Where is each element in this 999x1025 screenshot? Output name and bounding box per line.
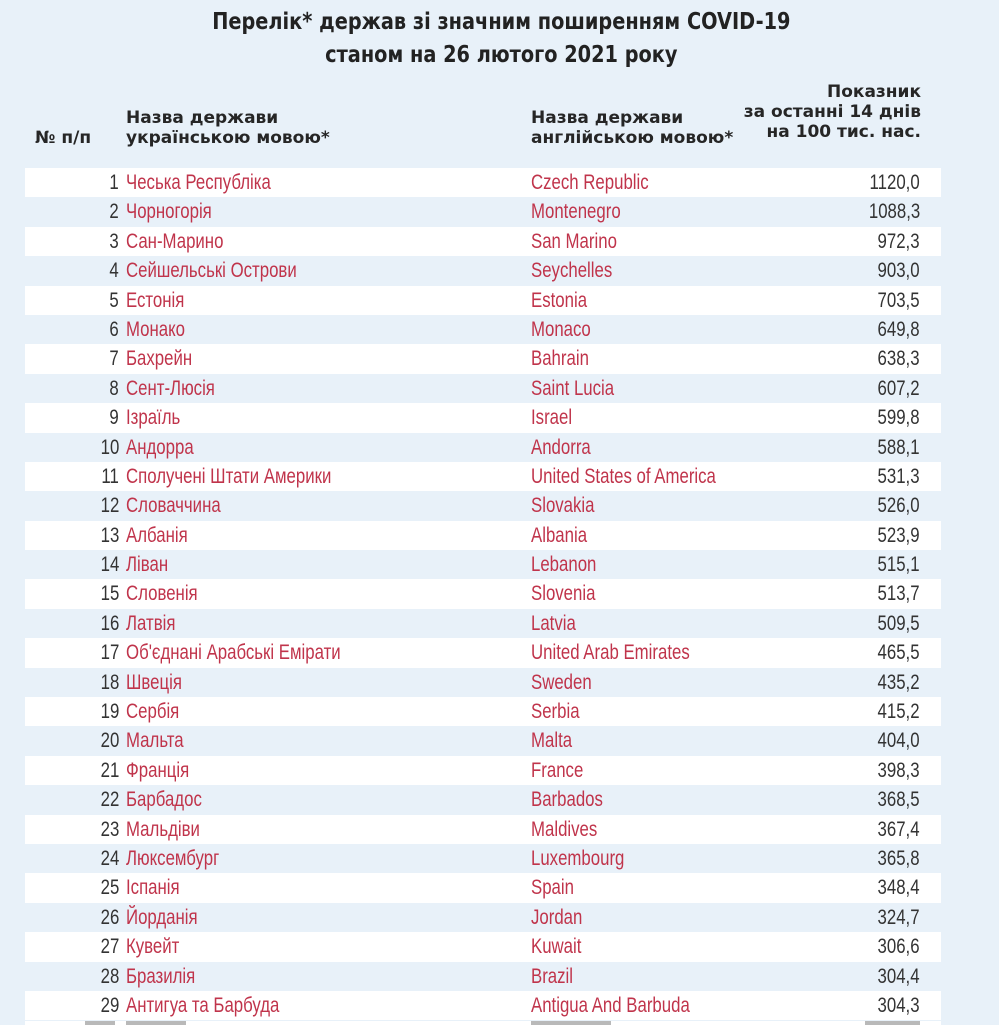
incidence-value: 435,2 <box>877 670 920 694</box>
country-name-ukrainian: Бахрейн <box>126 347 193 371</box>
table-row <box>25 462 941 491</box>
country-name-ukrainian: Бразилія <box>126 964 196 988</box>
title-line-2: станом на 26 лютого 2021 року <box>325 42 678 68</box>
table-row <box>25 286 941 315</box>
country-name-english: Saint Lucia <box>531 376 615 400</box>
country-name-english: Czech Republic <box>531 171 649 194</box>
row-number: 1 <box>109 171 119 194</box>
country-name-ukrainian: Чеська Республіка <box>126 171 271 194</box>
table-row <box>25 491 941 520</box>
table-row <box>25 256 941 285</box>
row-number: 23 <box>100 817 119 841</box>
country-name-ukrainian: Сейшельські Острови <box>126 259 297 283</box>
incidence-value: 304,4 <box>877 964 920 988</box>
header-english-name <box>531 108 733 148</box>
row-number: 20 <box>100 729 119 753</box>
table-row <box>25 815 941 844</box>
country-name-english: Barbados <box>531 788 603 812</box>
table-row <box>25 168 941 197</box>
country-name-ukrainian: Мальта <box>126 729 184 753</box>
next-row-cutoff <box>25 1021 941 1025</box>
country-name-ukrainian: Кувейт <box>126 935 180 959</box>
country-name-english: Monaco <box>531 317 591 341</box>
country-name-ukrainian: Об'єднані Арабські Емірати <box>126 641 341 665</box>
country-table <box>25 168 941 1020</box>
incidence-value: 348,4 <box>877 876 920 900</box>
country-name-ukrainian: Люксембург <box>126 846 220 870</box>
table-row <box>25 609 941 638</box>
country-name-ukrainian: Латвія <box>126 611 176 635</box>
table-row <box>25 521 941 550</box>
country-name-english: Luxembourg <box>531 846 625 870</box>
table-row <box>25 697 941 726</box>
country-name-ukrainian: Сан-Марино <box>126 229 224 253</box>
incidence-value: 465,5 <box>877 641 920 665</box>
row-number: 17 <box>100 641 119 665</box>
row-number: 15 <box>100 582 119 606</box>
cutoff-glyph <box>865 1021 920 1025</box>
row-number: 22 <box>100 788 119 812</box>
header-number: № п/п <box>35 128 92 148</box>
document-title <box>82 6 921 72</box>
incidence-value: 324,7 <box>877 905 920 929</box>
country-name-ukrainian: Швеція <box>126 670 182 694</box>
incidence-value: 526,0 <box>877 494 920 518</box>
cutoff-glyph <box>531 1021 611 1025</box>
row-number: 9 <box>109 406 119 430</box>
incidence-value: 415,2 <box>877 700 920 724</box>
country-name-english: Brazil <box>531 964 574 988</box>
table-row <box>25 197 941 226</box>
header-ukrainian-name <box>126 108 330 148</box>
incidence-value: 513,7 <box>877 582 920 606</box>
row-number: 28 <box>100 964 119 988</box>
country-name-english: Albania <box>531 523 588 547</box>
header-ukrainian-line-2: українською мовою* <box>126 128 330 148</box>
table-row <box>25 668 941 697</box>
country-name-english: Serbia <box>531 700 580 724</box>
table-row <box>25 962 941 991</box>
country-name-english: United States of America <box>531 464 716 488</box>
table-row <box>25 726 941 755</box>
country-name-ukrainian: Монако <box>126 317 186 341</box>
cutoff-glyph <box>126 1021 186 1025</box>
incidence-value: 972,3 <box>877 229 920 253</box>
country-name-english: San Marino <box>531 229 617 253</box>
row-number: 13 <box>100 523 119 547</box>
incidence-value: 367,4 <box>877 817 920 841</box>
row-number: 12 <box>100 494 119 518</box>
incidence-value: 365,8 <box>877 846 920 870</box>
country-name-english: Latvia <box>531 611 576 635</box>
country-name-english: Andorra <box>531 435 591 459</box>
country-name-ukrainian: Албанія <box>126 523 188 547</box>
table-row <box>25 638 941 667</box>
country-name-english: Estonia <box>531 288 588 312</box>
country-name-ukrainian: Ліван <box>126 553 169 577</box>
table-row <box>25 991 941 1020</box>
country-name-english: France <box>531 758 584 782</box>
header-indicator <box>744 82 921 142</box>
incidence-value: 531,3 <box>877 464 920 488</box>
row-number: 14 <box>100 553 119 577</box>
header-english-line-2: англійською мовою* <box>531 128 734 148</box>
country-name-ukrainian: Сент-Люсія <box>126 376 215 400</box>
country-name-ukrainian: Антигуа та Барбуда <box>126 993 280 1017</box>
incidence-value: 515,1 <box>877 553 920 577</box>
row-number: 5 <box>109 288 119 312</box>
incidence-value: 638,3 <box>877 347 920 371</box>
country-name-english: Seychelles <box>531 259 613 283</box>
country-name-ukrainian: Словаччина <box>126 494 221 518</box>
incidence-value: 523,9 <box>877 523 920 547</box>
country-name-english: Spain <box>531 876 574 900</box>
country-name-ukrainian: Франція <box>126 758 190 782</box>
row-number: 26 <box>100 905 119 929</box>
incidence-value: 368,5 <box>877 788 920 812</box>
country-name-english: United Arab Emirates <box>531 641 690 665</box>
row-number: 19 <box>100 700 119 724</box>
table-row <box>25 873 941 902</box>
table-row <box>25 315 941 344</box>
table-row <box>25 579 941 608</box>
country-name-ukrainian: Барбадос <box>126 788 202 812</box>
incidence-value: 404,0 <box>877 729 920 753</box>
country-name-ukrainian: Іспанія <box>126 876 180 900</box>
row-number: 18 <box>100 670 119 694</box>
country-name-ukrainian: Мальдіви <box>126 817 200 841</box>
table-row <box>25 932 941 961</box>
header-indicator-line-2: за останні 14 днів <box>743 102 921 122</box>
table-row <box>25 227 941 256</box>
country-name-english: Montenegro <box>531 200 621 224</box>
country-name-english: Malta <box>531 729 573 753</box>
header-english-line-1: Назва держави <box>531 108 684 128</box>
header-indicator-line-1: Показник <box>827 82 921 102</box>
row-number: 6 <box>109 317 119 341</box>
table-row <box>25 785 941 814</box>
table-row <box>25 433 941 462</box>
country-name-ukrainian: Сполучені Штати Америки <box>126 464 332 488</box>
row-number: 4 <box>109 259 119 283</box>
country-name-english: Israel <box>531 406 573 430</box>
cutoff-glyph <box>85 1021 115 1025</box>
row-number: 29 <box>100 993 119 1017</box>
row-number: 7 <box>109 347 119 371</box>
incidence-value: 1120,0 <box>869 171 920 194</box>
country-name-english: Bahrain <box>531 347 589 371</box>
incidence-value: 398,3 <box>877 758 920 782</box>
incidence-value: 607,2 <box>877 376 920 400</box>
country-name-ukrainian: Словенія <box>126 582 198 606</box>
row-number: 27 <box>100 935 119 959</box>
header-ukrainian-line-1: Назва держави <box>126 108 279 128</box>
incidence-value: 509,5 <box>877 611 920 635</box>
table-row <box>25 550 941 579</box>
country-name-english: Slovakia <box>531 494 595 518</box>
country-name-ukrainian: Естонія <box>126 288 185 312</box>
country-name-ukrainian: Чорногорія <box>126 200 212 224</box>
table-row <box>25 903 941 932</box>
row-number: 16 <box>100 611 119 635</box>
incidence-value: 1088,3 <box>868 200 920 224</box>
country-name-ukrainian: Йорданія <box>126 905 198 929</box>
incidence-value: 599,8 <box>877 406 920 430</box>
header-indicator-line-3: на 100 тис. нас. <box>766 122 921 142</box>
row-number: 8 <box>109 376 119 400</box>
incidence-value: 588,1 <box>877 435 920 459</box>
row-number: 24 <box>100 846 119 870</box>
title-line-1: Перелік* держав зі значним поширенням COVID-19 <box>212 9 791 35</box>
row-number: 3 <box>109 229 119 253</box>
country-name-ukrainian: Ізраїль <box>126 406 181 430</box>
table-row <box>25 374 941 403</box>
incidence-value: 703,5 <box>877 288 920 312</box>
table-row <box>25 344 941 373</box>
row-number: 21 <box>100 758 119 782</box>
country-name-english: Lebanon <box>531 553 597 577</box>
table-row <box>25 403 941 432</box>
row-number: 11 <box>101 464 119 488</box>
country-name-english: Slovenia <box>531 582 596 606</box>
table-row <box>25 844 941 873</box>
country-name-english: Maldives <box>531 817 598 841</box>
row-number: 25 <box>100 876 119 900</box>
incidence-value: 306,6 <box>877 935 920 959</box>
row-number: 2 <box>109 200 119 224</box>
country-name-english: Kuwait <box>531 935 582 959</box>
row-number: 10 <box>100 435 119 459</box>
country-name-english: Sweden <box>531 670 592 694</box>
country-name-english: Antigua And Barbuda <box>531 993 690 1017</box>
incidence-value: 304,3 <box>877 993 920 1017</box>
incidence-value: 903,0 <box>877 259 920 283</box>
table-row <box>25 756 941 785</box>
incidence-value: 649,8 <box>877 317 920 341</box>
country-name-ukrainian: Андорра <box>126 435 194 459</box>
country-name-ukrainian: Сербія <box>126 700 180 724</box>
country-name-english: Jordan <box>531 905 583 929</box>
